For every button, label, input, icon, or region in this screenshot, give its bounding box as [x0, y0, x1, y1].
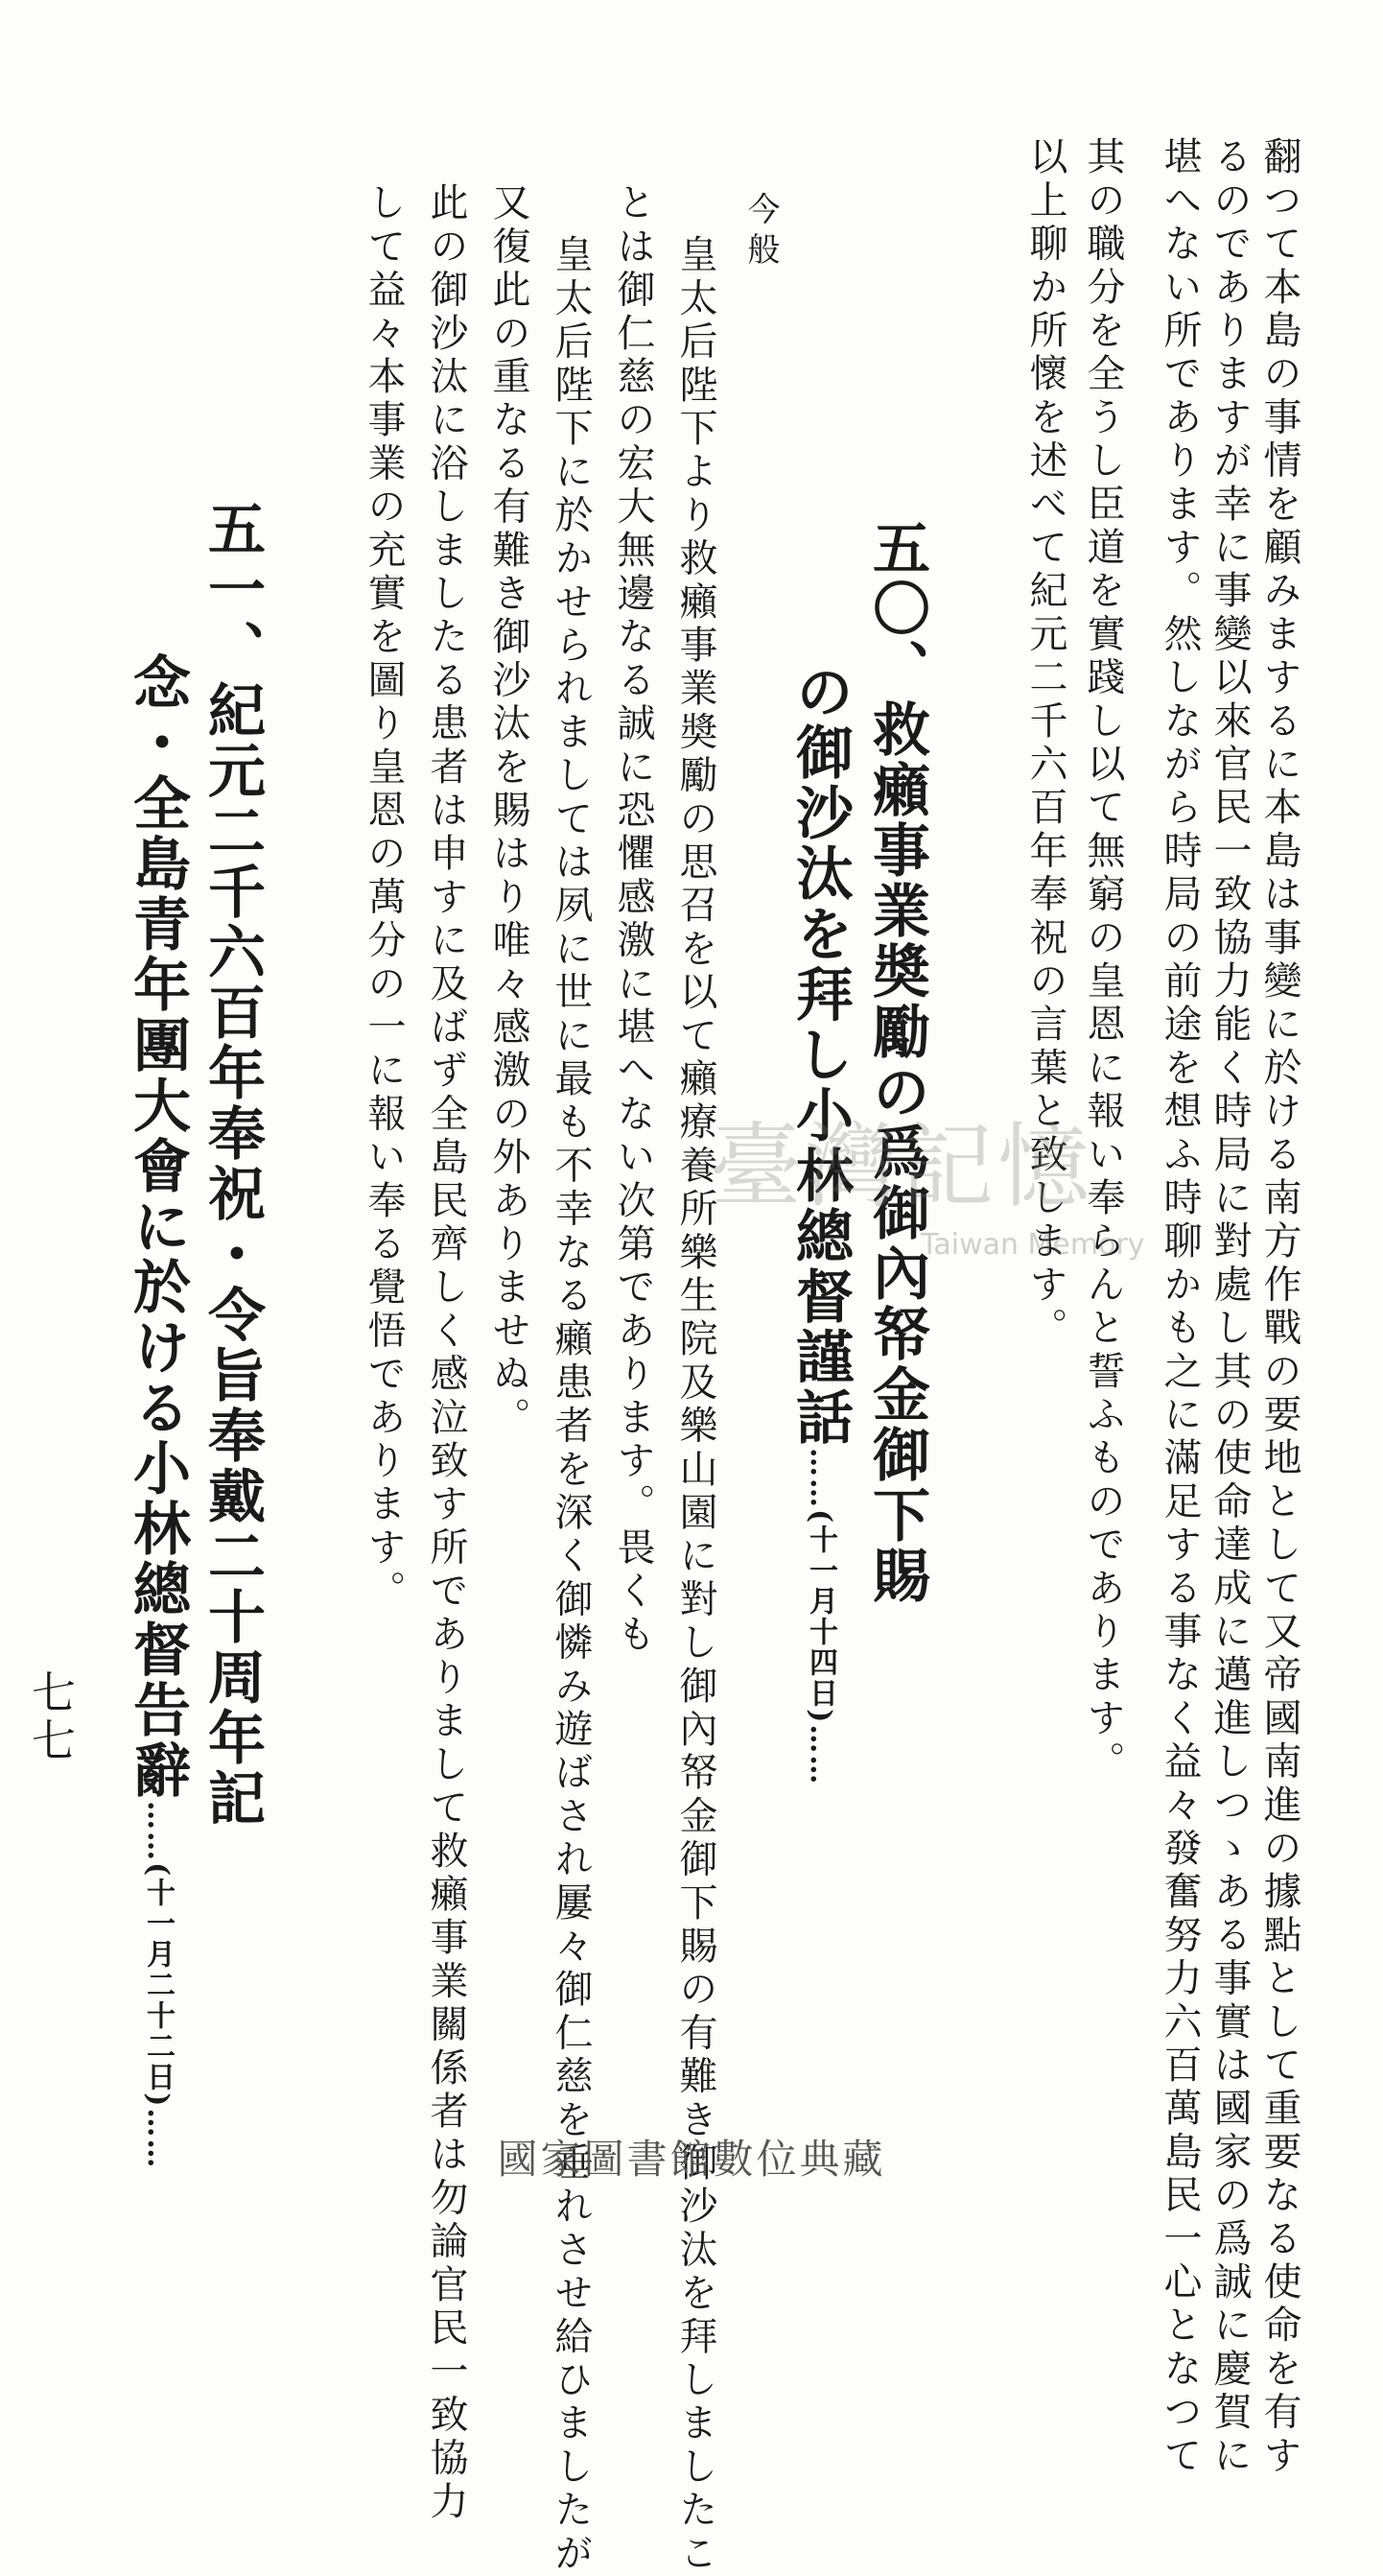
body-line: して益々本事業の充實を圖り皇恩の萬分の一に報い奉る覺悟であります。	[362, 182, 406, 1614]
body-line: 以上聊か所懷を述べて紀元二千六百年奉祝の言葉と致します。	[1023, 136, 1067, 1351]
page-number: 七七	[25, 1669, 77, 1765]
section-heading	[786, 662, 854, 1786]
heading-line-2: 念・全島青年團大會に於ける小林總督告辭	[124, 652, 191, 1801]
body-line: 堪へない所であります。然しながら時局の前途を想ふ時聊かも之に滿足する事なく益々發奮努力六百萬島民一心となつて	[1158, 136, 1202, 2478]
body-line: 其の職分を全うし臣道を實踐し以て無窮の皇恩に報い奉らんと誓ふものであります。	[1081, 136, 1125, 1784]
body-line: とは御仁慈の宏大無邊なる誠に恐懼感激に堪へない次第であります。畏くも	[611, 182, 655, 1657]
heading-line-1: 五一、紀元二千六百年奉祝・令旨奉戴二十周年記	[199, 499, 266, 1829]
section-date: ……(十一月二十二日)……	[141, 1801, 175, 2170]
section-heading	[124, 652, 191, 2170]
watermark-subtitle: Taiwan Memory	[921, 1228, 1145, 1262]
body-line: 又復此の重なる有難き御沙汰を賜はり唯々感激の外ありませぬ。	[486, 182, 530, 1440]
body-line: 皇太后陛下より救癩事業奬勵の思召を以て癩療養所樂生院及樂山園に對し御內帑金御下賜の有難き御沙汰を拜しましたこ	[673, 234, 717, 2576]
section-date: ……(十一月十四日)……	[804, 1448, 837, 1786]
footer-caption: 國家圖書館數位典藏	[497, 2136, 886, 2183]
heading-line-1: 五〇、救癩事業奬勵の爲御內帑金御下賜	[863, 518, 930, 1606]
heading-line-2: の御沙汰を拜し小林總督謹話	[786, 662, 854, 1448]
body-line: 此の御沙汰に浴しましたる患者は申すに及ばず全島民齊しく感泣致す所でありまして救癩事業關係者は勿論官民一致協力	[424, 182, 468, 2524]
section-label: 今般	[741, 192, 780, 272]
section-heading	[199, 499, 266, 1829]
section-heading	[863, 518, 930, 1606]
watermark: 臺灣記憶	[710, 1113, 1093, 1220]
body-line: 皇太后陛下に於かせられましては夙に世に最も不幸なる癩患者を深く御憐み遊ばされ屢々御仁慈を垂れさせ給ひましたが	[549, 234, 593, 2576]
body-line: るのでありますが幸に事變以來官民一致協力能く時局に對處し其の使命達成に邁進しつゝある事實は國家の爲誠に慶賀に	[1207, 136, 1252, 2478]
body-line: 翻つて本島の事情を顧みまするに本島は事變に於ける南方作戰の要地として又帝國南進の據點として重要なる使命を有す	[1257, 136, 1301, 2478]
